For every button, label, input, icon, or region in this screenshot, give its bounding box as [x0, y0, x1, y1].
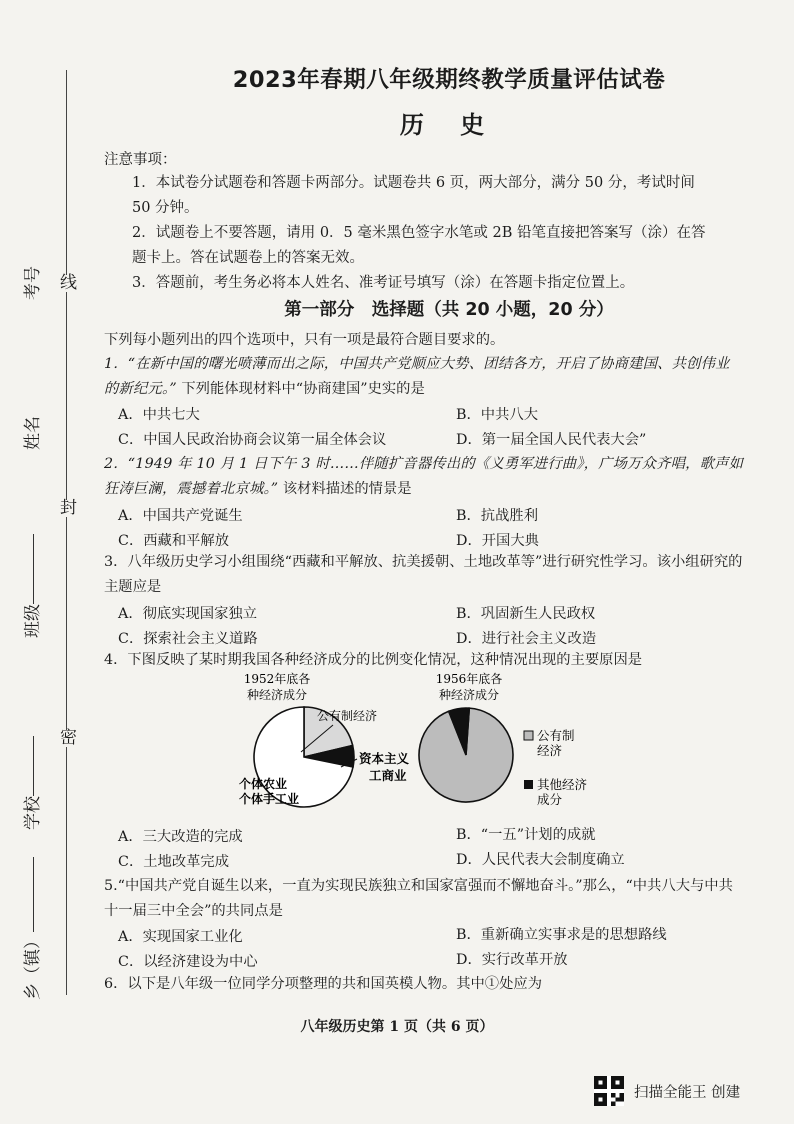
question-2 — [104, 452, 744, 501]
chart-1-label-individual-line2: 个体手工业 — [239, 792, 300, 806]
scanner-label: 扫描全能王 创建 — [634, 1084, 741, 1101]
exam-no-field[interactable] — [18, 266, 43, 300]
option[interactable]: B．重新确立实事求是的思想路线 — [456, 927, 667, 943]
legend-label-public: 公有制 — [537, 728, 575, 743]
subject-title: 历 史 — [399, 111, 499, 139]
question-2-tail: 该材料描述的情景是 — [282, 480, 412, 497]
option[interactable]: D．开国大典 — [456, 533, 539, 549]
option[interactable]: D．第一届全国人民代表大会” — [456, 432, 647, 448]
notice-title: 注意事项： — [104, 152, 177, 168]
chart-1-label-public: 公有制经济 — [317, 709, 378, 723]
legend-swatch-public — [524, 731, 533, 740]
legend-label-other-line2: 成分 — [537, 792, 563, 807]
school-blank[interactable] — [33, 736, 34, 796]
option[interactable]: A．中共七大 — [118, 407, 200, 423]
question-2-quote: 2．“1949 年 10 月 1 日下午 3 时……伴随扩音器传出的《义勇军进行曲》，广场万众齐唱，歌声如狂涛巨澜，震撼着北京城。” — [104, 456, 744, 497]
notice-item-2: 2．试题卷上不要答题，请用 0．5 毫米黑色签字水笔或 2B 铅笔直接把答案写（涂）在答题卡上。答在试题卷上的答案无效。 — [132, 225, 706, 266]
option[interactable]: C．西藏和平解放 — [118, 533, 230, 549]
seal-char-line: 线 — [60, 273, 77, 293]
town-blank[interactable] — [33, 857, 34, 932]
option[interactable]: D．人民代表大会制度确立 — [456, 852, 625, 868]
option[interactable]: A．中国共产党诞生 — [118, 508, 243, 524]
question-6: 6．以下是八年级一位同学分项整理的共和国英模人物。其中①处应为 — [104, 976, 542, 992]
section-title: 第一部分 选择题（共 20 小题，20 分） — [284, 300, 614, 320]
option[interactable]: B．“一五”计划的成就 — [456, 827, 596, 843]
legend-swatch-other — [524, 780, 533, 789]
option[interactable]: D．进行社会主义改造 — [456, 631, 597, 647]
chart-1-title-line2: 种经济成分 — [246, 688, 308, 702]
option[interactable]: A．彻底实现国家独立 — [118, 606, 257, 622]
chart-1-title: 1952年底各 — [243, 672, 311, 686]
legend-label-other: 其他经济 — [537, 777, 588, 792]
pie-charts — [229, 667, 669, 847]
chart-2-title-line2: 种经济成分 — [438, 688, 500, 702]
option[interactable]: C．土地改革完成 — [118, 854, 230, 870]
question-1 — [104, 352, 744, 401]
option[interactable]: C．探索社会主义道路 — [118, 631, 258, 647]
option[interactable]: C．中国人民政治协商会议第一届全体会议 — [118, 432, 387, 448]
option[interactable]: A．三大改造的完成 — [118, 829, 243, 845]
binding-line — [66, 70, 67, 995]
chart-2-title: 1956年底各 — [435, 672, 503, 686]
option[interactable]: B．抗战胜利 — [456, 508, 538, 524]
school-field[interactable] — [18, 736, 43, 830]
option[interactable]: A．实现国家工业化 — [118, 929, 243, 945]
scanner-watermark — [594, 1074, 740, 1108]
question-5: 5.“中国共产党自诞生以来，一直为实现民族独立和国家富强而不懈地奋斗。”那么，“中共八大与中共十一届三中全会”的共同点是 — [104, 878, 733, 919]
name-label: 姓名 — [23, 416, 43, 450]
class-field[interactable] — [18, 534, 43, 638]
question-3: 3．八年级历史学习小组围绕“西藏和平解放、抗美援朝、土地改革等”进行研究性学习。该小组研究的主题应是 — [104, 554, 743, 595]
class-label: 班级 — [23, 604, 43, 638]
seal-char-seal: 封 — [60, 498, 77, 518]
chart-1-label-capitalist-line2: 工商业 — [369, 768, 407, 783]
town-field[interactable] — [18, 857, 43, 1000]
section-instruction: 下列每小题列出的四个选项中，只有一项是最符合题目要求的。 — [104, 332, 505, 348]
exam-title: 2023年春期八年级期终教学质量评估试卷 — [232, 67, 666, 93]
seal-char-secret: 密 — [60, 728, 77, 748]
chart-1-label-individual: 个体农业 — [239, 777, 288, 791]
option[interactable]: B．中共八大 — [456, 407, 538, 423]
chart-2-pie — [419, 708, 513, 802]
qr-code-icon — [594, 1076, 624, 1106]
exam-no-label: 考号 — [23, 266, 43, 300]
question-4: 4．下图反映了某时期我国各种经济成分的比例变化情况，这种情况出现的主要原因是 — [104, 652, 643, 668]
notice-item-1: 1．本试卷分试题卷和答题卡两部分。试题卷共 6 页，两大部分，满分 50 分，考试时间 50 分钟。 — [132, 175, 695, 216]
question-1-quote: 1．“在新中国的曙光喷薄而出之际，中国共产党顺应大势、团结各方，开启了协商建国、共创伟业的新纪元。” — [104, 356, 730, 397]
chart-1-label-capitalist: 资本主义 — [359, 751, 410, 766]
town-label: 乡（镇） — [23, 932, 43, 1000]
class-blank[interactable] — [33, 534, 34, 604]
option[interactable]: B．巩固新生人民政权 — [456, 606, 596, 622]
notice-item-3: 3．答题前，考生务必将本人姓名、准考证号填写（涂）在答题卡指定位置上。 — [132, 275, 635, 291]
page-footer: 八年级历史第 1 页（共 6 页） — [300, 1019, 494, 1035]
school-label: 学校 — [23, 796, 43, 830]
question-1-tail: 下列能体现材料中“协商建国”史实的是 — [181, 380, 425, 397]
name-field[interactable] — [18, 416, 43, 450]
option[interactable]: D．实行改革开放 — [456, 952, 568, 968]
option[interactable]: C．以经济建设为中心 — [118, 954, 258, 970]
legend-label-public-line2: 经济 — [537, 743, 563, 758]
